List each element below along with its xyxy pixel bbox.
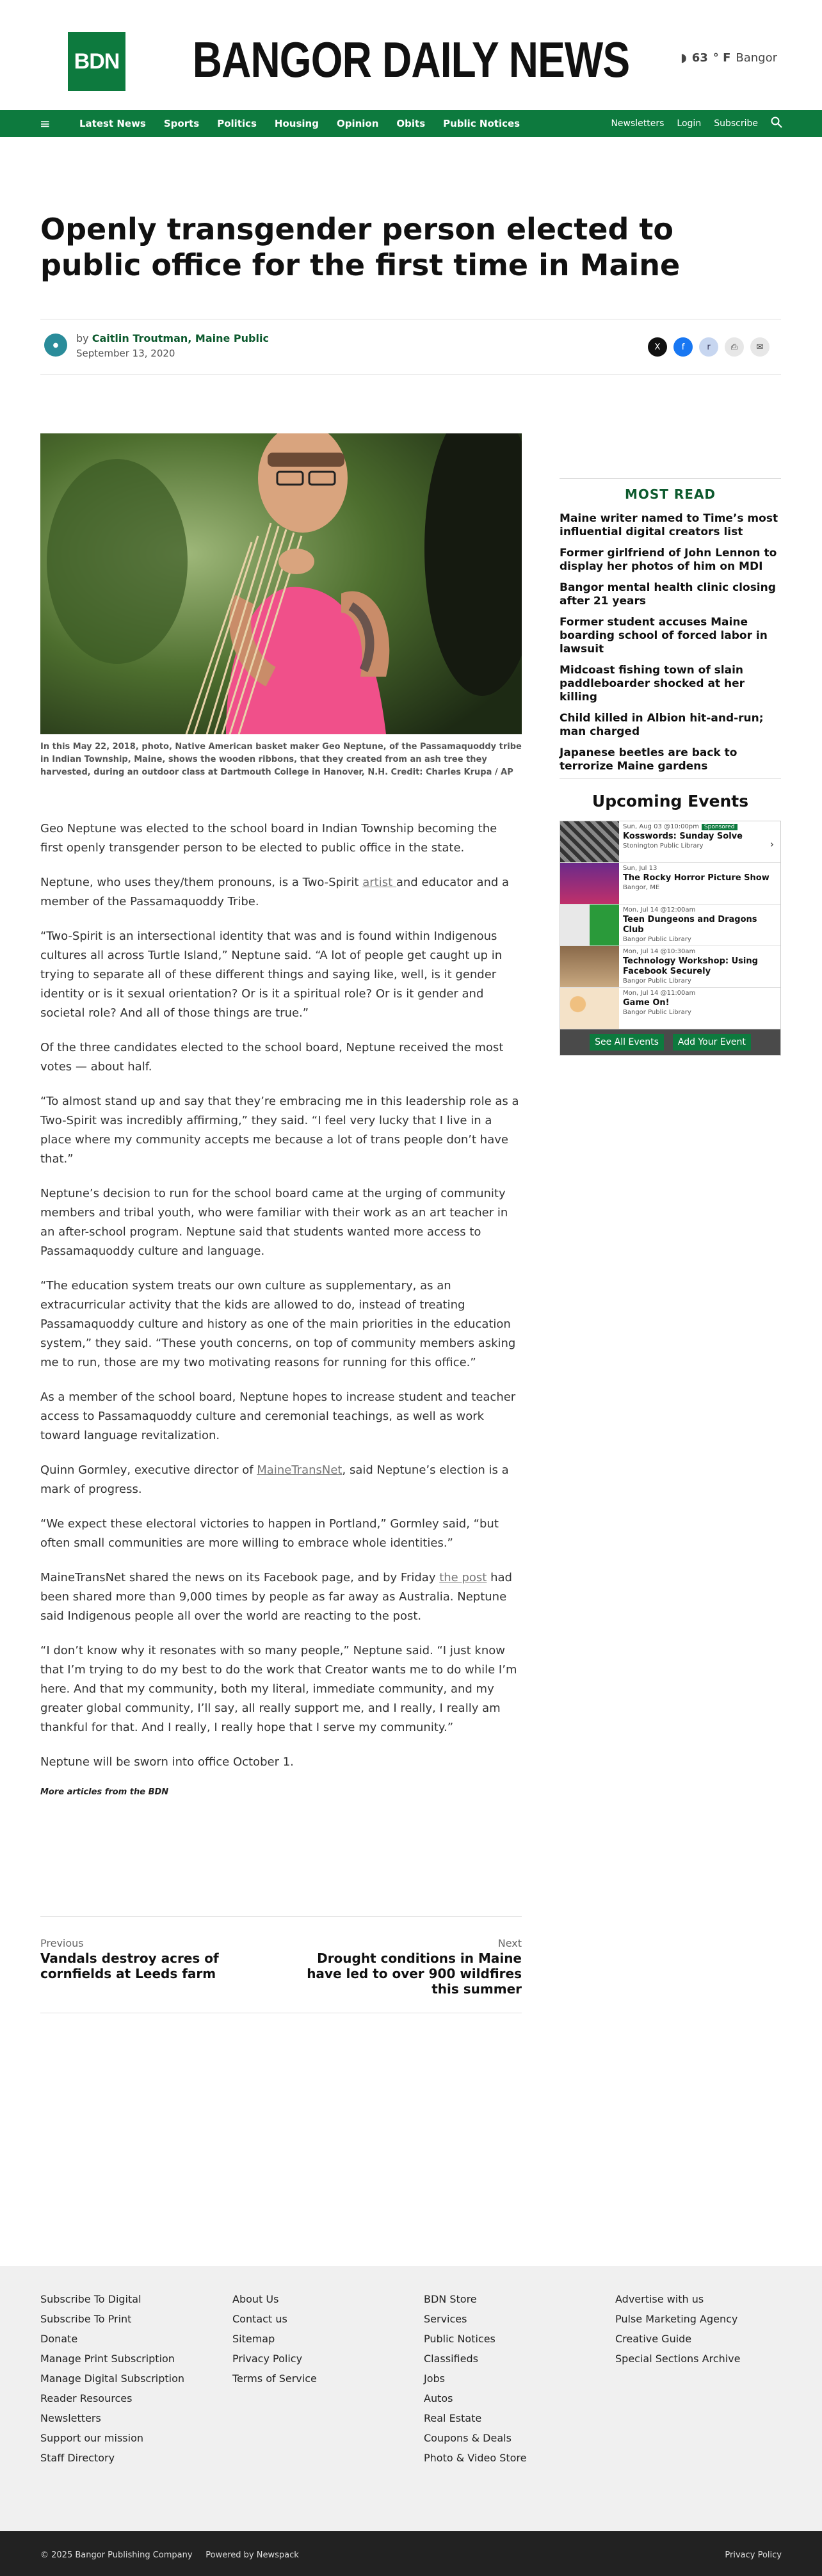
- event-item[interactable]: [560, 821, 780, 863]
- footer-link[interactable]: Subscribe To Print: [40, 2313, 132, 2325]
- previous-label: Previous: [40, 1937, 84, 1949]
- most-read-item[interactable]: Child killed in Albion hit-and-run; man charged: [560, 712, 764, 738]
- footer-link[interactable]: Services: [424, 2313, 467, 2325]
- paragraph-text: Quinn Gormley, executive director of: [40, 1463, 257, 1477]
- next-label: Next: [497, 1937, 522, 1949]
- event-name[interactable]: Teen Dungeons and Dragons Club: [623, 915, 757, 935]
- footer-link[interactable]: About Us: [232, 2293, 279, 2305]
- paragraph: “To almost stand up and say that they’re embracing me in this leadership role as a Two-Spirit was incredibly affirming,” they said. “I feel very lucky that I live in a place where my community accepts me because a lot of trans people don’t have that.”: [40, 1095, 519, 1166]
- footer-column-3: [424, 2289, 527, 2468]
- newsletters-link[interactable]: Newsletters: [611, 118, 665, 129]
- by-prefix: by: [76, 332, 89, 344]
- footer: [0, 2266, 822, 2531]
- footer-link[interactable]: Jobs: [424, 2372, 445, 2385]
- event-item[interactable]: [560, 905, 780, 946]
- author-avatar[interactable]: ●: [44, 334, 67, 357]
- paragraph: Of the three candidates elected to the school board, Neptune received the most votes — about half.: [40, 1041, 504, 1074]
- nav-latest-news[interactable]: Latest News: [79, 118, 146, 129]
- nav-sports[interactable]: Sports: [163, 118, 200, 129]
- bottom-bar: [0, 2531, 822, 2576]
- most-read-item[interactable]: Maine writer named to Time’s most influential digital creators list: [560, 512, 778, 538]
- event-venue: Bangor, ME: [623, 884, 660, 891]
- photo-caption: In this May 22, 2018, photo, Native American basket maker Geo Neptune, of the Passamaquoddy tribe in Indian Township, Maine, shows the wooden ribbons, that they created from an ash tree they harvested, during an outdoor class at Dartmouth College in Hanover, N.H. Credit: Charles Krupa / AP: [40, 742, 522, 777]
- paragraph: Neptune’s decision to run for the school board came at the urging of community members and tribal youth, who were familiar with their work as an art teacher in an after-school program. Neptune said that students wanted more access to Passamaquoddy culture and language.: [40, 1187, 508, 1258]
- see-all-events-button[interactable]: See All Events: [590, 1034, 664, 1051]
- event-item[interactable]: [560, 863, 780, 905]
- footer-link[interactable]: Advertise with us: [615, 2293, 704, 2305]
- share-buttons: [648, 337, 770, 357]
- next-title[interactable]: Drought conditions in Maine have led to over 900 wildfires this summer: [307, 1951, 522, 1997]
- sponsored-badge: Sponsored: [702, 824, 737, 830]
- footer-link[interactable]: Privacy Policy: [232, 2353, 303, 2365]
- newspack-link[interactable]: Powered by Newspack: [206, 2550, 299, 2560]
- bdn-logo[interactable]: BDN: [68, 32, 125, 91]
- nav-opinion[interactable]: Opinion: [336, 118, 379, 129]
- footer-link[interactable]: Coupons & Deals: [424, 2432, 512, 2444]
- event-date: Sun, Aug 03 @10:00pm: [623, 823, 699, 830]
- footer-link[interactable]: Creative Guide: [615, 2333, 692, 2345]
- author-line: [76, 332, 269, 344]
- facebook-share-icon[interactable]: f: [673, 337, 693, 357]
- add-your-event-button[interactable]: Add Your Event: [673, 1034, 751, 1051]
- footer-column-4: [615, 2289, 740, 2369]
- weather-unit: ° F: [713, 51, 731, 65]
- footer-link[interactable]: Autos: [424, 2392, 453, 2404]
- footer-link[interactable]: Photo & Video Store: [424, 2452, 527, 2464]
- main-nav: [0, 110, 822, 137]
- event-thumbnail: [560, 988, 619, 1029]
- event-date: Mon, Jul 14 @12:00am: [623, 906, 696, 914]
- event-date: Mon, Jul 14 @11:00am: [623, 990, 696, 997]
- event-venue: Bangor Public Library: [623, 978, 691, 985]
- paragraph: Geo Neptune was elected to the school board in Indian Township becoming the first openly transgender person to be elected to public office in the state.: [40, 822, 497, 855]
- masthead: [0, 0, 822, 110]
- paragraph-text: Neptune, who uses they/them pronouns, is a Two-Spirit: [40, 876, 363, 889]
- footer-link[interactable]: Pulse Marketing Agency: [615, 2313, 738, 2325]
- paragraph: [40, 1461, 522, 1499]
- footer-link[interactable]: Subscribe To Digital: [40, 2293, 141, 2305]
- article-headline: Openly transgender person elected to public office for the first time in Maine: [40, 212, 681, 282]
- footer-link[interactable]: Special Sections Archive: [615, 2353, 741, 2365]
- events-title: Upcoming Events: [592, 792, 749, 810]
- footer-link[interactable]: Donate: [40, 2333, 78, 2345]
- hamburger-icon[interactable]: ≡: [40, 116, 51, 131]
- event-date: Sun, Jul 13: [623, 865, 657, 872]
- nav-politics[interactable]: Politics: [217, 118, 257, 129]
- event-date: Mon, Jul 14 @10:30am: [623, 948, 696, 955]
- footer-link[interactable]: Staff Directory: [40, 2452, 115, 2464]
- next-post[interactable]: [285, 1937, 522, 1997]
- previous-title[interactable]: Vandals destroy acres of cornfields at Leeds farm: [40, 1951, 219, 1981]
- email-icon[interactable]: ✉: [750, 337, 770, 357]
- nav-housing[interactable]: Housing: [274, 118, 319, 129]
- more-articles-heading[interactable]: More articles from the BDN: [40, 1787, 169, 1797]
- site-title[interactable]: BANGOR DAILY NEWS: [192, 31, 630, 88]
- the-post-link[interactable]: the post: [439, 1571, 487, 1584]
- event-name[interactable]: Game On!: [623, 998, 670, 1008]
- event-name[interactable]: The Rocky Horror Picture Show: [623, 873, 770, 883]
- paragraph: [40, 1568, 522, 1626]
- weather-widget[interactable]: [681, 51, 777, 65]
- x-share-icon[interactable]: X: [648, 337, 667, 357]
- paragraph-text: MaineTransNet shared the news on its Facebook page, and by Friday: [40, 1571, 440, 1584]
- event-thumbnail: [560, 946, 619, 987]
- upcoming-events-widget: [560, 778, 781, 1056]
- nav-public-notices[interactable]: Public Notices: [443, 118, 520, 129]
- weather-icon: ◗: [681, 51, 687, 65]
- paragraph: “We expect these electoral victories to happen in Portland,” Gormley said, “but often small communities are more willing to embrace whole identities.”: [40, 1517, 499, 1550]
- most-read-item[interactable]: Bangor mental health clinic closing after 21 years: [560, 581, 776, 608]
- event-thumbnail: [560, 863, 619, 904]
- copyright: [40, 2550, 299, 2560]
- paragraph: As a member of the school board, Neptune hopes to increase student and teacher access to Passamaquoddy culture and ceremonial teachings, as well as work toward language revitalization.: [40, 1390, 516, 1442]
- most-read-item[interactable]: Midcoast fishing town of slain paddleboarder shocked at her killing: [560, 664, 745, 704]
- copyright-text: © 2025 Bangor Publishing Company: [40, 2550, 193, 2560]
- most-read-item[interactable]: Japanese beetles are back to terrorize Maine gardens: [560, 746, 737, 773]
- footer-link[interactable]: Reader Resources: [40, 2392, 133, 2404]
- byline: [40, 319, 781, 375]
- print-icon[interactable]: ⎙: [725, 337, 744, 357]
- mainetransnet-link[interactable]: MaineTransNet: [257, 1463, 342, 1477]
- footer-link[interactable]: Sitemap: [232, 2333, 275, 2345]
- paragraph: “The education system treats our own culture as supplementary, as an extracurricular activity that the kids are allowed to do, instead of treating Passamaquoddy culture and history as one of the main priorities in the education system,” they said. “These youth concerns, on top of community members asking me to run, those are my two motivating reasons for running for this office.”: [40, 1279, 516, 1369]
- event-name[interactable]: Technology Workshop: Using Facebook Securely: [623, 956, 758, 976]
- event-thumbnail: [560, 821, 619, 862]
- artist-link[interactable]: artist: [362, 876, 396, 889]
- publish-date: September 13, 2020: [76, 348, 175, 359]
- chevron-right-icon[interactable]: ›: [770, 838, 774, 850]
- most-read-widget: [560, 478, 781, 781]
- footer-link[interactable]: Newsletters: [40, 2412, 101, 2424]
- footer-link[interactable]: Manage Print Subscription: [40, 2353, 175, 2365]
- paragraph-text: had been shared more than 9,000 times by people as far away as Australia. Neptune said Indigenous people all over the world are reacting to the post.: [40, 1571, 512, 1623]
- author-link[interactable]: Caitlin Troutman, Maine Public: [92, 332, 269, 344]
- paragraph: Neptune will be sworn into office October 1.: [40, 1755, 294, 1769]
- paragraph-text: , said Neptune’s election is a mark of progress.: [40, 1463, 509, 1496]
- login-link[interactable]: Login: [677, 118, 702, 129]
- footer-column-2: [232, 2289, 317, 2388]
- paragraph: [40, 873, 522, 912]
- event-item[interactable]: [560, 988, 780, 1029]
- footer-link[interactable]: Terms of Service: [232, 2372, 317, 2385]
- post-navigation: [40, 1916, 522, 2013]
- most-read-item[interactable]: Former student accuses Maine boarding school of forced labor in lawsuit: [560, 616, 768, 656]
- footer-link[interactable]: Real Estate: [424, 2412, 482, 2424]
- paragraph: “Two-Spirit is an intersectional identity that was and is found within Indigenous cultures all across Turtle Island,” Neptune said. “A lot of people get caught up in trying to separate all of these different things and saying like, well, is it gender identity or is it sexual orientation? Or is it a spiritual role? Or is it gender and societal role? And all of those things are true.”: [40, 930, 503, 1020]
- article-photo: [40, 433, 522, 734]
- footer-link[interactable]: Classifieds: [424, 2353, 478, 2365]
- event-venue: Bangor Public Library: [623, 936, 691, 943]
- event-name[interactable]: Kosswords: Sunday Solve: [623, 832, 743, 841]
- event-venue: Bangor Public Library: [623, 1009, 691, 1016]
- footer-link[interactable]: BDN Store: [424, 2293, 477, 2305]
- event-venue: Stonington Public Library: [623, 842, 704, 849]
- privacy-policy-link[interactable]: Privacy Policy: [725, 2550, 782, 2560]
- footer-link[interactable]: Contact us: [232, 2313, 287, 2325]
- nav-obits[interactable]: Obits: [396, 118, 426, 129]
- reddit-share-icon[interactable]: r: [699, 337, 718, 357]
- footer-column-1: [40, 2289, 184, 2468]
- subscribe-link[interactable]: Subscribe: [714, 118, 758, 129]
- paragraph: “I don’t know why it resonates with so many people,” Neptune said. “I just know that I’m trying to do my best to do the work that Creator wants me to do while I’m here. And that my community, both my literal, immediate community, and my greater global community, I’ll say, all really support me, and I really, I really am thankful for that. And I really, I really hope that I serve my community.”: [40, 1644, 517, 1734]
- most-read-item[interactable]: Former girlfriend of John Lennon to display her photos of him on MDI: [560, 547, 777, 573]
- paragraph-text: and educator and a member of the Passamaquoddy Tribe.: [40, 876, 510, 908]
- most-read-title: MOST READ: [624, 487, 716, 502]
- weather-location: Bangor: [736, 51, 777, 65]
- search-icon[interactable]: [771, 117, 782, 131]
- event-item[interactable]: [560, 946, 780, 988]
- event-thumbnail: [560, 905, 619, 946]
- footer-link[interactable]: Manage Digital Subscription: [40, 2372, 185, 2385]
- article-body: [40, 819, 522, 1797]
- footer-link[interactable]: Public Notices: [424, 2333, 496, 2345]
- previous-post[interactable]: [40, 1937, 252, 1981]
- footer-link[interactable]: Support our mission: [40, 2432, 144, 2444]
- weather-temp: 63: [691, 51, 708, 65]
